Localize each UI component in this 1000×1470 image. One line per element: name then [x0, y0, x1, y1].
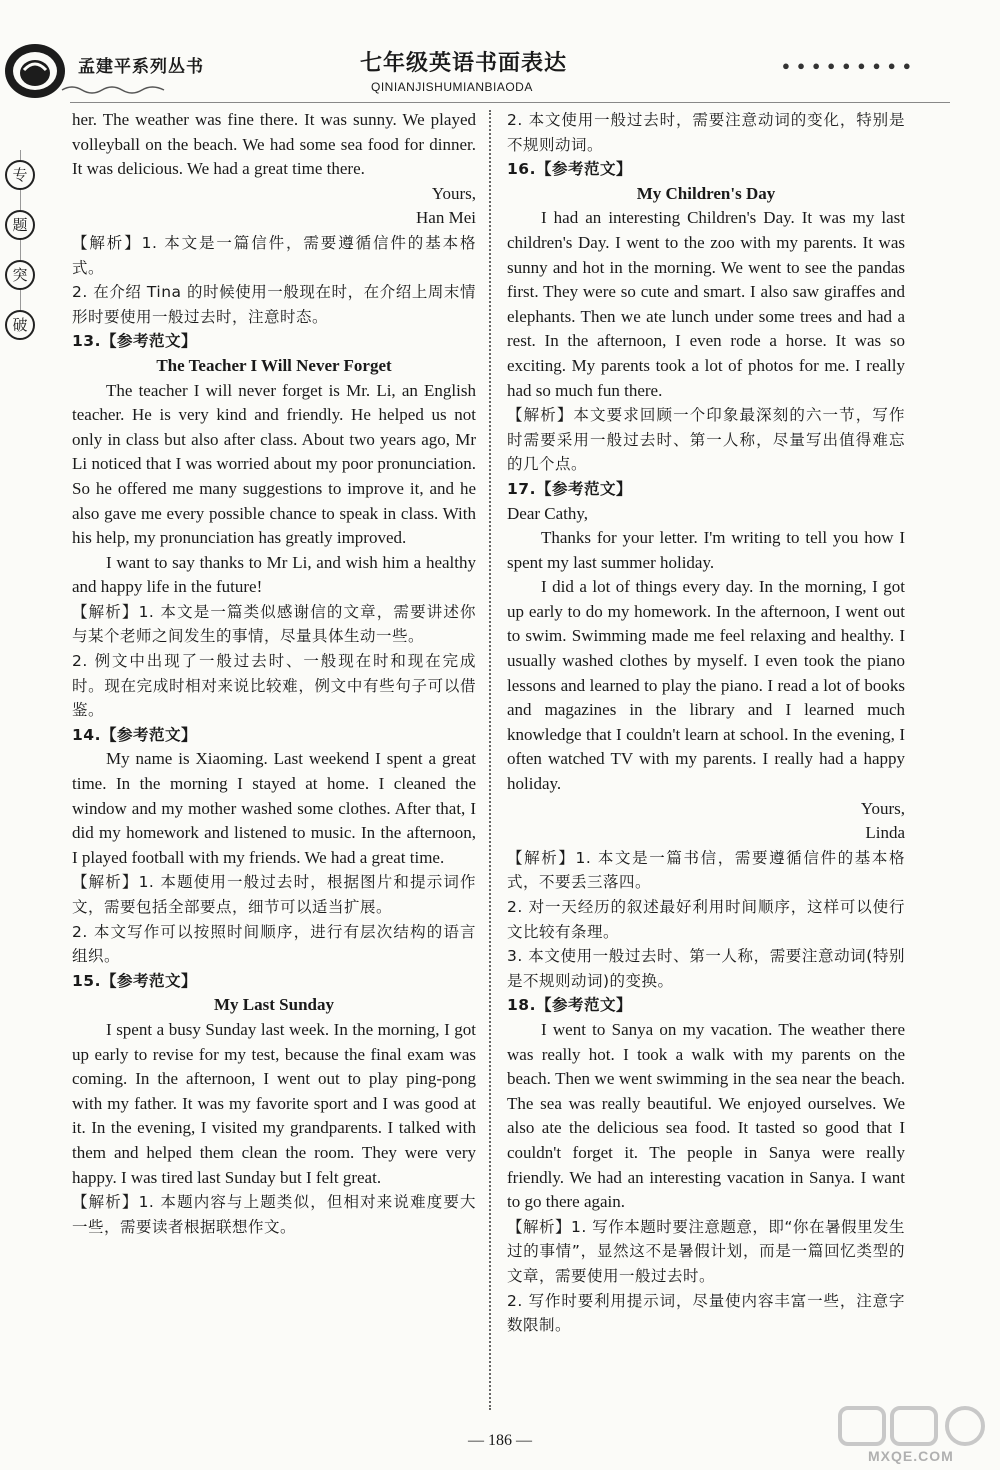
right-column: [507, 108, 905, 1338]
decorative-dots: ● ● ● ● ● ● ● ● ●: [782, 58, 913, 73]
essay-13-para-1: The teacher I will never forget is Mr. Li, an English teacher. He is very kind and friendly. He helped us not only in class but also after class. About two years ago, Mr Li noticed that I was worried about my poor pronunciation. So he offered me many suggestions to improve it, and he also gave me every possible chance to speak in class. With his help, my pronunciation has greatly improved.: [72, 380, 476, 548]
letter-signature: Han Mei: [416, 208, 476, 228]
header-divider: [70, 102, 950, 103]
column-divider: [489, 110, 491, 1410]
essay-13-para-2: I want to say thanks to Mr Li, and wish him a healthy and happy life in the future!: [72, 552, 476, 597]
letter-closing: Yours,: [860, 798, 905, 818]
analysis-15-1: 【解析】1. 本题内容与上题类似，但相对来说难度要大一些，需要读者根据联想作文。: [72, 1193, 476, 1236]
analysis-17-1: 【解析】1. 本文是一篇书信，需要遵循信件的基本格式，不要丢三落四。: [507, 848, 905, 892]
essay-18: I went to Sanya on my vacation. The weather there was really hot. I took a walk with my parents on the beach. Then we went swimming in the sea near the beach. The sea was really beautiful. We enjoyed ourselves. We also ate the delicious sea food. It tasted so good that I couldn't forget it. The people in Sanya were really friendly. We had an interesting vacation in Sanya. I want to go there again.: [507, 1019, 905, 1212]
analysis-14-2: 2. 本文写作可以按照时间顺序，进行有层次结构的语言组织。: [72, 922, 476, 966]
side-badge-column: [5, 160, 45, 360]
analysis-18-1: 【解析】1. 写作本题时要注意题意，即“你在暑假里发生过的事情”，显然这不是暑假计划，而是一篇回忆类型的文章，需要使用一般过去时。: [507, 1217, 905, 1285]
essay-14: My name is Xiaoming. Last weekend I spent a great time. In the morning I stayed at home. I cleaned the window and my mother washed some clothes. After that, I did my homework and listened to music. In the afternoon, I played football with my friends. We had a great time.: [72, 749, 476, 867]
side-badge: 破: [5, 310, 35, 340]
page-number: — 186 —: [468, 1432, 532, 1449]
letter-closing: Yours,: [431, 183, 476, 203]
analysis-18-2: 2. 写作时要利用提示词，尽量使内容丰富一些，注意字数限制。: [507, 1291, 905, 1335]
analysis-15-2: 2. 本文使用一般过去时，需要注意动词的变化，特别是不规则动词。: [507, 111, 905, 154]
analysis-12-2: 2. 在介绍 Tina 的时候使用一般现在时，在介绍上周末情形时要使用一般过去时，注意时态。: [72, 283, 476, 326]
essay-title-13: The Teacher I Will Never Forget: [156, 355, 392, 375]
book-title: 七年级英语书面表达: [360, 50, 568, 75]
heading-14: 14.【参考范文】: [72, 725, 197, 744]
side-badge: 题: [5, 210, 35, 240]
heading-17: 17.【参考范文】: [507, 479, 632, 498]
essay-title-15: My Last Sunday: [214, 995, 334, 1015]
analysis-14-1: 【解析】1. 本题使用一般过去时，根据图片和提示词作文，需要包括全部要点，细节可以适当扩展。: [72, 873, 476, 916]
essay-16: I had an interesting Children's Day. It was my last children's Day. I went to the zoo with my parents. It was sunny and hot in the morning. We went to see the pandas first. They were so cute and smart. I also saw giraffes and elephants. Then we ate lunch under some trees and had a rest. In the afternoon, I even rode a horse. It was so exciting. My parents took a lot of photos for me. I really had so much fun there.: [507, 208, 905, 400]
series-logo-icon: [2, 40, 68, 102]
book-title-pinyin: QINIANJISHUMIANBIAODA: [371, 80, 533, 94]
analysis-13-2: 2. 例文中出现了一般过去时、一般现在时和现在完成时。现在完成时相对来说比较难，例文中有些句子可以借鉴。: [72, 652, 476, 720]
analysis-13-1: 【解析】1. 本文是一篇类似感谢信的文章，需要讲述你与某个老师之间发生的事情，尽量具体生动一些。: [72, 602, 476, 646]
heading-15: 15.【参考范文】: [72, 971, 197, 990]
side-badge: 突: [5, 260, 35, 290]
letter-greeting: Dear Cathy,: [507, 503, 589, 523]
essay-title-16: My Children's Day: [636, 183, 776, 203]
watermark-text: MXQE.COM: [868, 1448, 954, 1464]
essay-15: I spent a busy Sunday last week. In the morning, I got up early to revise for my test, because the final exam was coming. In the afternoon, I went out to play ping-pong with my father. It was my favorite sport and I was good at it. In the evening, I visited my grandparents. I talked with them and helped them clean the room. They were very happy. I was tired last Sunday but I felt great.: [72, 1019, 476, 1187]
left-column: [72, 108, 476, 1239]
letter-body: her. The weather was fine there. It was sunny. We played volleyball on the beach. We had some sea food for dinner. It was delicious. We had a great time there.: [72, 110, 476, 179]
heading-18: 18.【参考范文】: [507, 996, 632, 1015]
heading-16: 16.【参考范文】: [507, 160, 632, 179]
essay-17-para-1: Thanks for your letter. I'm writing to tell you how I spent my last summer holiday.: [507, 528, 905, 572]
analysis-17-2: 2. 对一天经历的叙述最好利用时间顺序，这样可以使行文比较有条理。: [507, 898, 905, 941]
analysis-12-1: 【解析】1. 本文是一篇信件，需要遵循信件的基本格式。: [72, 233, 476, 277]
analysis-17-3: 3. 本文使用一般过去时、第一人称，需要注意动词(特别是不规则动词)的变换。: [507, 947, 905, 990]
letter-signature: Linda: [865, 823, 905, 843]
heading-13: 13.【参考范文】: [72, 332, 197, 351]
series-name: 孟建平系列丛书: [78, 57, 204, 76]
decorative-scribble: [60, 82, 170, 94]
side-badge: 专: [5, 160, 35, 190]
page-header: [0, 0, 1000, 110]
essay-17-para-2: I did a lot of things every day. In the morning, I got up early to do my homework. In the afternoon, I went out to swim. Swimming made me feel relaxing and healthy. I usually washed clothes by myself. I even took the piano lessons and learned to play the piano. I read a lot of books and magazines in the library and I learned much knowledge that I couldn't learn at school. In the evening, I often watched TV with my parents. I really had a happy holiday.: [507, 577, 905, 794]
analysis-16: 【解析】本文要求回顾一个印象最深刻的六一节，写作时需要采用一般过去时、第一人称，尽量写出值得难忘的几个点。: [507, 406, 905, 474]
